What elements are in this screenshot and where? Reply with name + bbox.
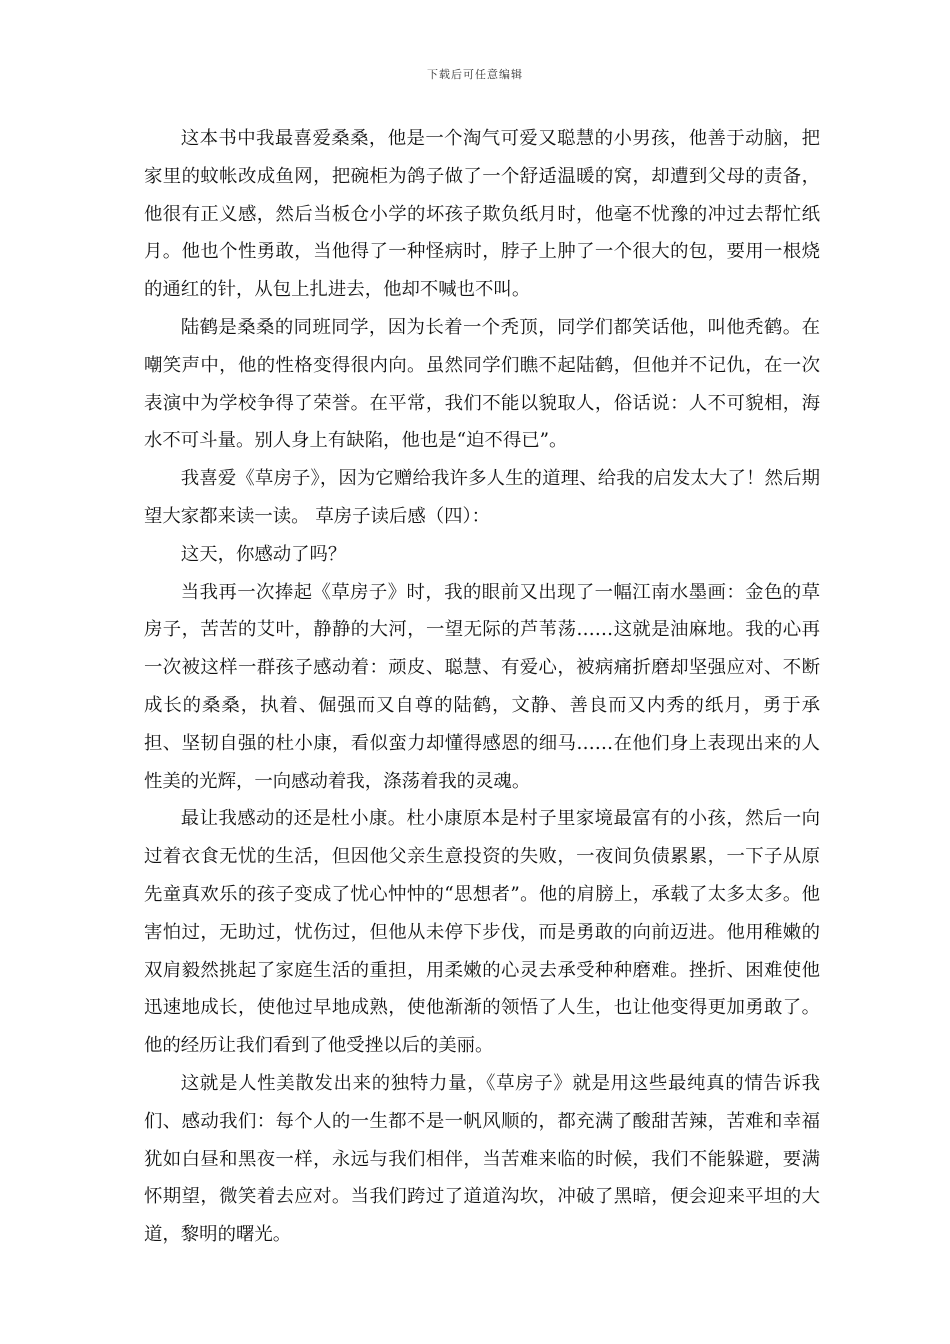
- page-header: 下载后可任意编辑: [427, 68, 523, 81]
- paragraph-recommendation: 我喜爱《草房子》，因为它赠给我许多人生的道理、给我的启发太大了！然后期望大家都来读一读。 草房子读后感（四）：: [144, 468, 820, 527]
- paragraph-reread: 当我再一次捧起《草房子》时，我的眼前又出现了一幅江南水墨画：金色的草房子，苦苦的艾叶，静静的大河，一望无际的芦苇荡……这就是油麻地。我的心再一次被这样一群孩子感动着：顽皮、聪慧、有爱心，被病痛折磨却坚强应对、不断成长的桑桑，执着、倔强而又自尊的陆鹤，文静、善良而又内秀的纸月，勇于承担、坚韧自强的杜小康，看似蛮力却懂得感恩的细马……在他们身上表现出来的人性美的光辉，一向感动着我，涤荡着我的灵魂。: [144, 581, 820, 792]
- paragraph-sangsang: 这本书中我最喜爱桑桑，他是一个淘气可爱又聪慧的小男孩，他善于动脑，把家里的蚊帐改成鱼网，把碗柜为鸽子做了一个舒适温暖的窝，却遭到父母的责备，他很有正义感，然后当板仓小学的坏孩子欺负纸月时，他毫不忧豫的冲过去帮忙纸月。他也个性勇敢，当他得了一种怪病时，脖子上肿了一个很大的包，要用一根烧的通红的针，从包上扎进去，他却不喊也不叫。: [144, 128, 820, 301]
- paragraph-conclusion: 这就是人性美散发出来的独特力量，《草房子》就是用这些最纯真的情告诉我们、感动我们：每个人的一生都不是一帆风顺的，都充满了酸甜苦辣，苦难和幸福犹如白昼和黑夜一样，永远与我们相伴，当苦难来临的时候，我们不能躲避，要满怀期望，微笑着去应对。当我们跨过了道道沟坎，冲破了黑暗，便会迎来平坦的大道，黎明的曙光。: [144, 1072, 820, 1246]
- paragraph-luhe: 陆鹤是桑桑的同班同学，因为长着一个秃顶，同学们都笑话他，叫他秃鹤。在嘲笑声中，他的性格变得很内向。虽然同学们瞧不起陆鹤，但他并不记仇，在一次表演中为学校争得了荣誉。在平常，我们不能以貌取人，俗话说：人不可貌相，海水不可斗量。别人身上有缺陷，他也是“迫不得已”。: [144, 316, 820, 452]
- paragraph-duxiaokang: 最让我感动的还是杜小康。杜小康原本是村子里家境最富有的小孩，然后一向过着衣食无忧的生活，但因他父亲生意投资的失败，一夜间负债累累，一下子从原先童真欢乐的孩子变成了忧心忡忡的“思想者”。他的肩膀上，承载了太多太多。他害怕过，无助过，忧伤过，但他从未停下步伐，而是勇敢的向前迈进。他用稚嫩的双肩毅然挑起了家庭生活的重担，用柔嫩的心灵去承受种种磨难。挫折、困难使他迅速地成长，使他过早地成熟，使他渐渐的领悟了人生，也让他变得更加勇敢了。他的经历让我们看到了他受挫以后的美丽。: [144, 808, 820, 1057]
- document-body: [144, 120, 820, 1254]
- paragraph-question: 这天，你感动了吗？: [180, 543, 347, 565]
